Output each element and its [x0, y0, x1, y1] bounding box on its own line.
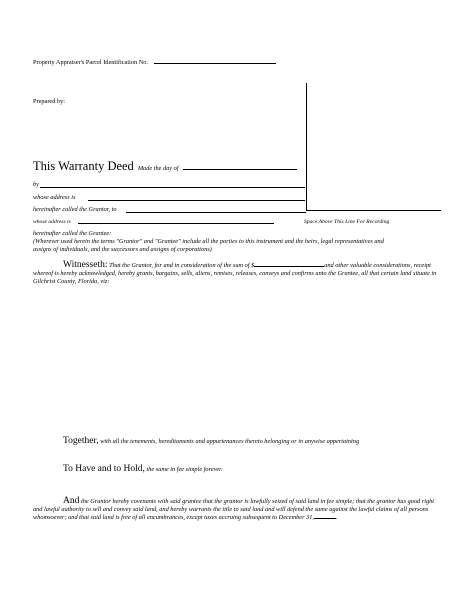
space-above-recording-label: Space Above This Line For Recording	[304, 219, 390, 225]
deed-title: This Warranty Deed	[33, 159, 134, 173]
covenant-paragraph: And the Grantor hereby covenants with said grantee that the grantor is lawfully seized of said land in fee simple; that the grantor has good right and lawful authority to sell and convey said land, and hereby warrants the title to said land and will defend the same against the lawful claims of all persons whomsoever; and that said land is free of all encumbrances, except taxes accruing subsequent to December 31, .	[33, 496, 435, 522]
witnesseth-paragraph	[33, 261, 443, 287]
grantor-address-field[interactable]	[88, 200, 305, 201]
grantee-name-field[interactable]	[126, 212, 306, 213]
prepared-by-label: Prepared by:	[33, 98, 65, 105]
grantee-address-field[interactable]	[78, 223, 274, 224]
habendum-paragraph	[63, 465, 223, 474]
by-field[interactable]	[40, 187, 305, 188]
parcel-id-line	[33, 59, 276, 67]
grantor-address-label: whose address is	[33, 194, 76, 201]
witnesseth-text-1: That the Grantor, for and in consideration of the sum of $	[109, 262, 255, 269]
by-label: by	[33, 181, 39, 188]
tax-year-field[interactable]	[314, 518, 336, 519]
definitions-clause: (Wherever used herein the terms "Grantor" and "Grantee" include all the parties to this instrument and the heirs, legal representatives and assigns of individuals, and the successors and assigns of corporations)	[33, 238, 384, 254]
parcel-id-field[interactable]	[154, 63, 276, 64]
together-text: with all the tenements, hereditaments and appurtenances thereto belonging or in anywise appertaining	[100, 438, 360, 445]
covenant-lead: And	[63, 496, 80, 506]
grantee-address-label: whose address is	[33, 219, 71, 225]
habendum-lead: To Have and to Hold,	[63, 464, 145, 474]
grantor-label: hereinafter called the Grantor, to	[33, 206, 117, 213]
made-day-field[interactable]	[183, 169, 297, 170]
habendum-text: the same in fee simple forever.	[146, 466, 223, 473]
made-day-label: Made the day of	[137, 165, 179, 172]
witnesseth-text-2: and other valuable considerations, receipt whereof is hereby acknowledged, hereby grants, bargains, sells, aliens, remises, releases, conveys and confirms unto the Grantee, all that certain land situate in Gilchrist County, Florida, viz:	[33, 262, 437, 286]
consideration-amount-field[interactable]	[254, 266, 324, 267]
grantee-label: hereinafter called the Grantee:	[33, 230, 112, 237]
witnesseth-lead: Witnesseth:	[63, 260, 108, 270]
covenant-text: the Grantor hereby covenants with said grantee that the grantor is lawfully seized of said land in fee simple; that the grantor has good right and lawful authority to sell and convey said land, and hereby warrants the title to said land and will defend the same against the lawful claims of all persons whomsoever; and that said land is free of all encumbrances, except taxes accruing subsequent to December 31,	[33, 498, 435, 522]
recording-box-horizontal-rule	[306, 210, 441, 211]
together-lead: Together,	[63, 436, 99, 446]
recording-box-vertical-rule	[306, 83, 307, 211]
parcel-id-label: Property Appraiser's Parcel Identification No.	[33, 59, 148, 66]
deed-title-line	[33, 157, 297, 175]
together-paragraph	[63, 437, 359, 446]
